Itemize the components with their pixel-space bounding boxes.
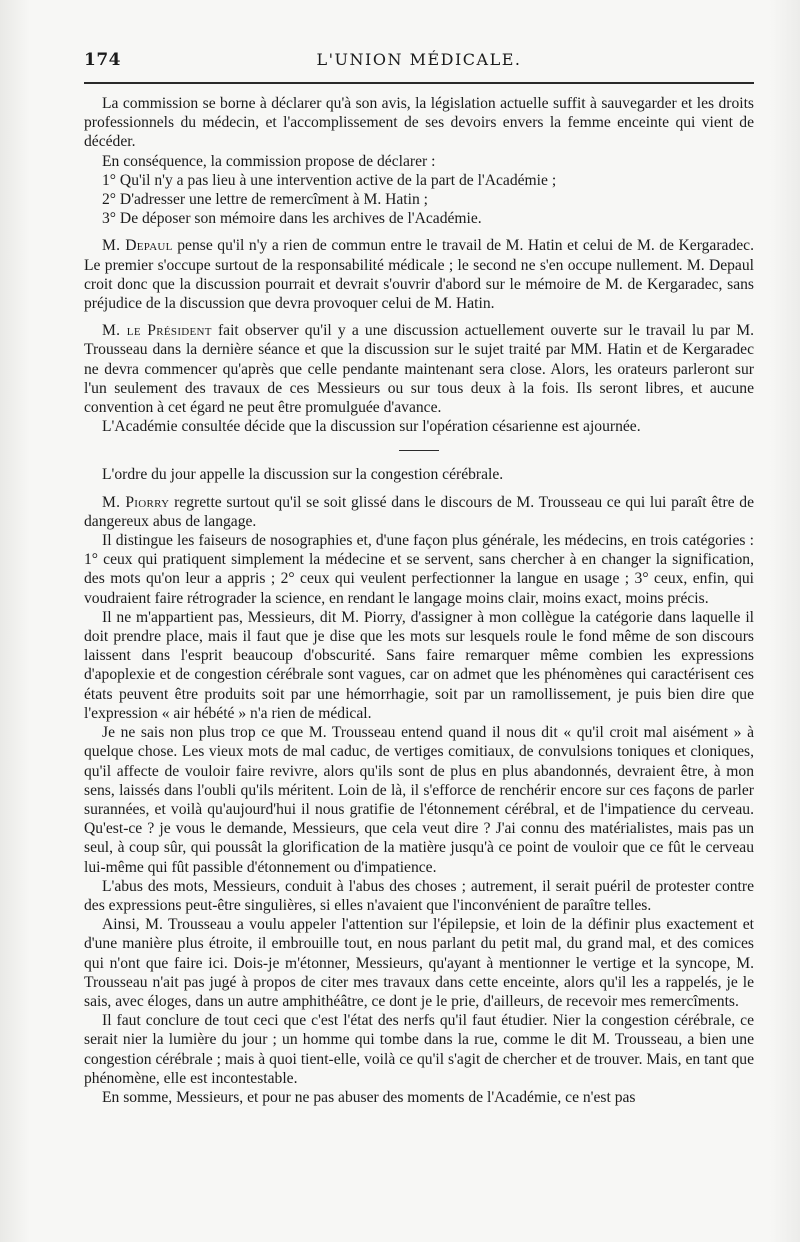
paragraph-text: regrette surtout qu'il se soit glissé dans le discours de M. Trousseau ce qui lui paraît être de dangereux abus de langage. <box>84 493 754 530</box>
paragraph: L'Académie consultée décide que la discussion sur l'opération césarienne est ajournée. <box>102 418 641 436</box>
page-number: 174 <box>84 50 121 70</box>
list-item: 2° D'adresser une lettre de remercîment à M. Hatin ; <box>102 191 428 209</box>
paragraph: Il faut conclure de tout ceci que c'est l'état des nerfs qu'il faut étudier. Nier la congestion cérébrale, ce serait nier la lumière du jour ; un homme qui tombe dans la rue, comme le dit M. Trousseau, a bien une congestion cérébrale ; mais à quoi tient-elle, voilà ce qu'il s'agit de chercher et de trouver. Mais, en tant que phénomène, elle est incontestable. <box>84 1012 754 1087</box>
list-item: 1° Qu'il n'y a pas lieu à une intervention active de la part de l'Académie ; <box>102 171 557 189</box>
speaker-name: M. Piorry <box>102 493 170 511</box>
paragraph: L'ordre du jour appelle la discussion sur la congestion cérébrale. <box>102 466 504 484</box>
paragraph-text: fait observer qu'il y a une discussion actuellement ouverte sur le travail lu par M. Trousseau dans la dernière séance et que la discussion sur le sujet traité par MM. Hatin et de Kergaradec ne devra commencer qu'après que celle pendante maintenant sera close. Alors, les orateurs parleront sur l'un seulement des travaux de ces Messieurs ou sur tous deux à la fois. Ils seront libres, et aucune convention à cet égard ne peut être promulguée d'avance. <box>84 322 754 417</box>
paragraph: En somme, Messieurs, et pour ne pas abuser des moments de l'Académie, ce n'est pas <box>102 1088 636 1106</box>
header-rule <box>84 82 754 84</box>
running-title: L'UNION MÉDICALE. <box>316 50 522 69</box>
paragraph: La commission se borne à déclarer qu'à son avis, la législation actuelle suffit à sauvegarder et les droits professionnels du médecin, et l'accomplissement de ses devoirs envers la femme enceinte qui vient de décéder. <box>84 95 754 151</box>
paragraph: Je ne sais non plus trop ce que M. Trousseau entend quand il nous dit « qu'il croit mal aisément » à quelque chose. Les vieux mots de mal caduc, de vertiges comitiaux, de convulsions toniques et cloniques, qu'il affecte de vouloir faire revivre, alors qu'ils sont de plus en plus abandonnés, devraient être, à mon sens, laissés dans l'oubli qu'ils méritent. Loin de là, il s'efforce de renchérir encore sur ces façons de parler surannées, et voilà qu'aujourd'hui il nous gratifie de l'étonnement cérébral, et de l'impatience du cerveau. Qu'est-ce ? je vous le demande, Messieurs, que cela veut dire ? J'ai connu des matérialistes, mais pas un seul, à coup sûr, qui poussât la glorification de la matière jusqu'à ce point de vouloir que ce fût le cerveau lui-même qui fût passible d'étonnement ou d'impatience. <box>84 724 754 876</box>
paragraph: Il distingue les faiseurs de nosographies et, d'une façon plus générale, les médecins, en trois catégories : 1° ceux qui pratiquent simplement la médecine et se servent, sans chercher à en changer la signification, des mots qu'on leur a appris ; 2° ceux qui veulent perfectionner la langue en usage ; 3° ceux, enfin, qui voudraient faire rétrograder la science, en rendant le langage moins clair, moins exact, moins précis. <box>84 532 754 607</box>
paragraph: Ainsi, M. Trousseau a voulu appeler l'attention sur l'épilepsie, et loin de la définir plus exactement et d'une manière plus étroite, il embrouille tout, en nous parlant du petit mal, du grand mal, et des comices qui n'ont que faire ici. Dois-je m'étonner, Messieurs, qu'ayant à mentionner le vertige et la syncope, M. Trousseau n'ait pas jugé à propos de citer mes travaux dans cette enceinte, alors qu'il les a rappelés, je le sais, avec éloges, dans un autre amphithéâtre, ce dont je le prie, d'ailleurs, de recevoir mes remercîments. <box>84 916 754 1010</box>
list-item: 3° De déposer son mémoire dans les archives de l'Académie. <box>102 210 482 228</box>
paragraph <box>84 321 754 417</box>
speaker-name: M. le Président <box>102 322 212 340</box>
section-separator <box>399 450 439 451</box>
body-text <box>84 94 754 1107</box>
paragraph <box>84 493 754 531</box>
paragraph: L'abus des mots, Messieurs, conduit à l'abus des choses ; autrement, il serait puéril de protester contre des expressions peut-être singulières, si elles n'avaient que l'inconvénient de paraître telles. <box>84 877 754 914</box>
paragraph: En conséquence, la commission propose de déclarer : <box>102 152 436 170</box>
paragraph: Il ne m'appartient pas, Messieurs, dit M. Piorry, d'assigner à mon collègue la catégorie dans laquelle il doit prendre place, mais il faut que je dise que les mots sur lesquels roule le fond même de son discours laissent dans l'esprit beaucoup d'obscurité. Sans faire remarquer même combien les expressions d'apoplexie et de congestion cérébrale sont vagues, car on admet que les phénomènes qui caractérisent ces états peuvent être produits soit par une hémorrhagie, soit par un ramollissement, je puis bien dire que l'expression « air hébété » n'a rien de médical. <box>84 608 754 722</box>
page-header <box>84 44 754 78</box>
paragraph <box>84 236 754 313</box>
speaker-name: M. Depaul <box>102 237 173 255</box>
paragraph-text: pense qu'il n'y a rien de commun entre le travail de M. Hatin et celui de M. de Kergaradec. Le premier s'occupe surtout de la responsabilité médicale ; le second ne s'en occupe nullement. M. Depaul croit donc que la discussion pourrait et devrait s'ouvrir d'abord sur le mémoire de M. de Kergaradec, sans préjudice de la discussion que devra provoquer celui de M. Hatin. <box>84 237 754 313</box>
